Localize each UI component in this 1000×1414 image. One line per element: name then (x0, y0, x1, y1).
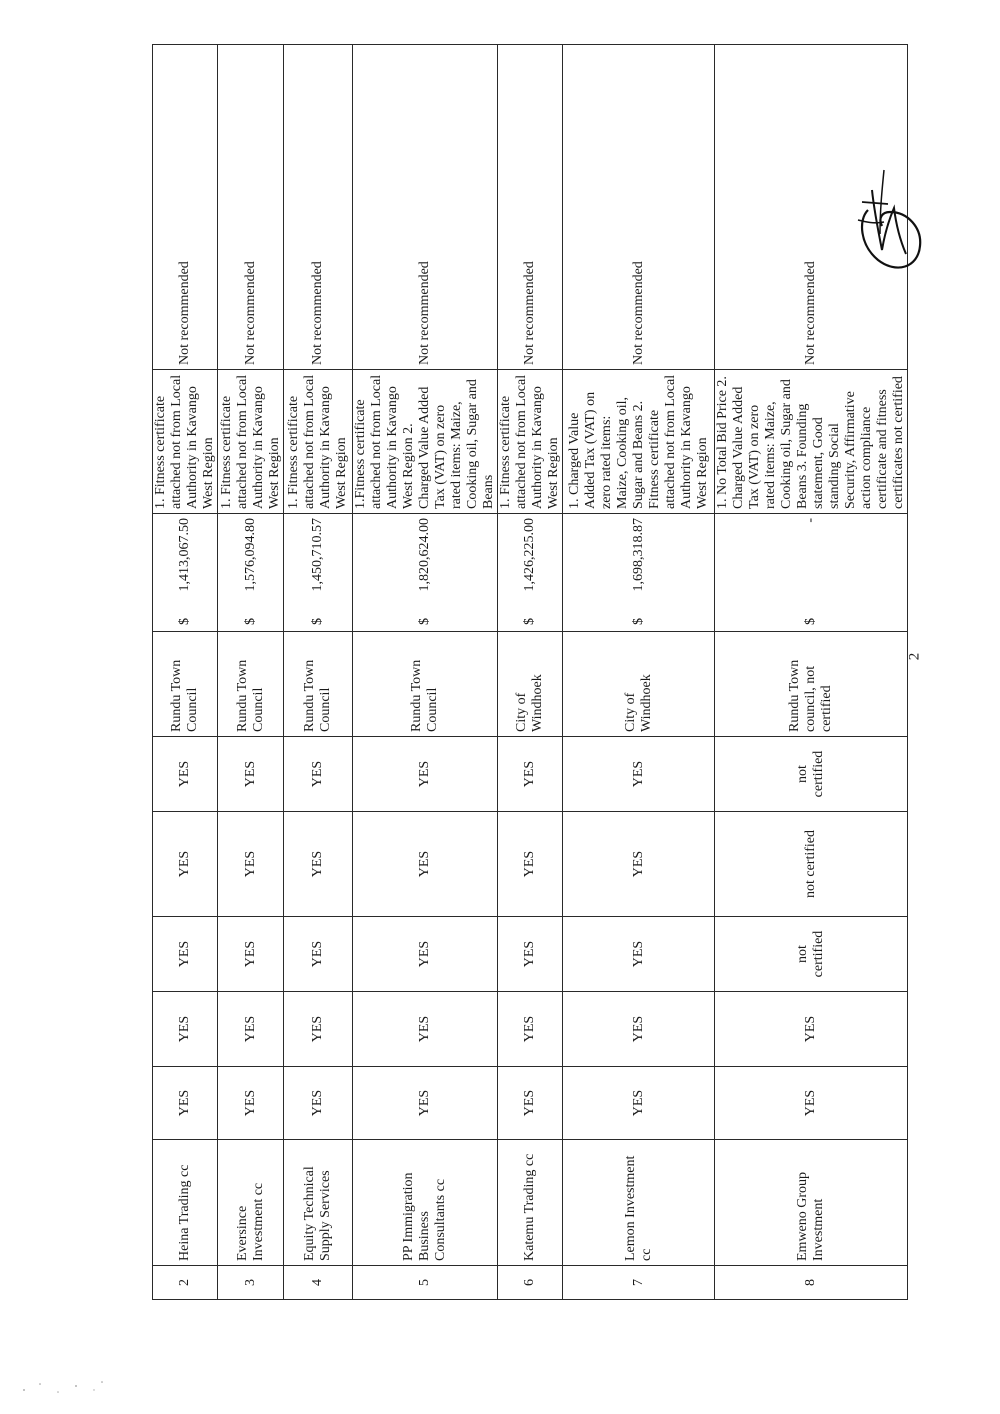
disqualification-reasons: 1. Charged Value Added Tax (VAT) on zero rated items: Maize, Cooking oil, Sugar and Beans 2. Fitness certificate attached not from Local Authority in Kavango West Region (563, 370, 715, 514)
fitness-certificate-authority: City of Windhoek (498, 632, 563, 737)
criterion-2-status: YES (284, 992, 353, 1067)
row-number: 5 (353, 1266, 498, 1300)
amount-value: 1,413,067.50 (177, 518, 192, 592)
criterion-5-status: not certified (715, 737, 908, 812)
bidder-name: Heina Trading cc (153, 1140, 218, 1266)
disqualification-reasons: 1. Fitness certificate attached not from Local Authority in Kavango West Region (218, 370, 284, 514)
table-row (563, 45, 715, 1300)
criterion-5-status: YES (353, 737, 498, 812)
fitness-certificate-authority: City of Windhoek (563, 632, 715, 737)
criterion-1-status: YES (284, 1067, 353, 1140)
fitness-certificate-authority: Rundu Town Council (218, 632, 284, 737)
criterion-4-status: YES (498, 812, 563, 917)
criterion-3-status: YES (284, 917, 353, 992)
table-row (498, 45, 563, 1300)
criterion-2-status: YES (218, 992, 284, 1067)
row-number: 2 (153, 1266, 218, 1300)
criterion-3-status: YES (218, 917, 284, 992)
recommendation: Not recommended (498, 45, 563, 370)
bidder-name: Eversince Investment cc (218, 1140, 284, 1266)
currency-symbol: $ (417, 618, 432, 625)
table-row (153, 45, 218, 1300)
page-number: 2 (906, 652, 923, 661)
criterion-4-status: YES (563, 812, 715, 917)
row-number: 6 (498, 1266, 563, 1300)
currency-symbol: $ (803, 618, 818, 625)
amount-value: 1,426,225.00 (522, 518, 537, 592)
scan-speckles (18, 1378, 108, 1398)
criterion-5-status: YES (153, 737, 218, 812)
recommendation: Not recommended (563, 45, 715, 370)
criterion-5-status: YES (218, 737, 284, 812)
bid-amount (284, 514, 353, 632)
criterion-1-status: YES (563, 1067, 715, 1140)
bidder-name: Lemon Investment cc (563, 1140, 715, 1266)
bid-evaluation-table (152, 44, 908, 1300)
criterion-3-status: YES (498, 917, 563, 992)
criterion-1-status: YES (153, 1067, 218, 1140)
fitness-certificate-authority: Rundu Town Council (353, 632, 498, 737)
criterion-4-status: YES (353, 812, 498, 917)
criterion-1-status: YES (498, 1067, 563, 1140)
criterion-1-status: YES (715, 1067, 908, 1140)
recommendation: Not recommended (284, 45, 353, 370)
disqualification-reasons: 1. Fitness certificate attached not from Local Authority in Kavango West Region (284, 370, 353, 514)
bid-amount (218, 514, 284, 632)
criterion-3-status: not certified (715, 917, 908, 992)
bid-amount (498, 514, 563, 632)
row-number: 4 (284, 1266, 353, 1300)
currency-symbol: $ (630, 618, 646, 625)
criterion-2-status: YES (563, 992, 715, 1067)
table-row (218, 45, 284, 1300)
bidder-name: Katemu Trading cc (498, 1140, 563, 1266)
currency-symbol: $ (177, 618, 192, 625)
disqualification-reasons: 1. Fitness certificate attached not from Local Authority in Kavango West Region (153, 370, 218, 514)
amount-value: 1,820,624.00 (417, 518, 432, 592)
bidder-name: Equity Technical Supply Services (284, 1140, 353, 1266)
criterion-4-status: YES (218, 812, 284, 917)
row-number: 3 (218, 1266, 284, 1300)
row-number: 8 (715, 1266, 908, 1300)
table-row (284, 45, 353, 1300)
amount-value: 1,450,710.57 (310, 518, 325, 592)
recommendation: Not recommended (153, 45, 218, 370)
bid-amount (563, 514, 715, 632)
table-row (353, 45, 498, 1300)
bid-amount (715, 514, 908, 632)
disqualification-reasons: 1. No Total Bid Price 2. Charged Value Added Tax (VAT) on zero rated items: Maize, Cooking oil, Sugar and Beans 3. Founding statement, Good standing Social Security, Affirmative action compliance certificate and fitness certificates not certified (715, 370, 908, 514)
criterion-5-status: YES (563, 737, 715, 812)
bidder-name: PP Immigration Business Consultants cc (353, 1140, 498, 1266)
amount-value: 1,698,318.87 (630, 518, 646, 592)
criterion-3-status: YES (353, 917, 498, 992)
criterion-4-status: not certified (715, 812, 908, 917)
fitness-certificate-authority: Rundu Town Council (284, 632, 353, 737)
criterion-3-status: YES (153, 917, 218, 992)
criterion-1-status: YES (353, 1067, 498, 1140)
criterion-2-status: YES (153, 992, 218, 1067)
criterion-5-status: YES (284, 737, 353, 812)
amount-value: 1,576,094.80 (242, 518, 258, 592)
row-number: 7 (563, 1266, 715, 1300)
criterion-4-status: YES (153, 812, 218, 917)
criterion-2-status: YES (715, 992, 908, 1067)
recommendation: Not recommended (715, 45, 908, 370)
criterion-5-status: YES (498, 737, 563, 812)
amount-value: - (803, 518, 818, 523)
criterion-1-status: YES (218, 1067, 284, 1140)
criterion-2-status: YES (353, 992, 498, 1067)
recommendation: Not recommended (353, 45, 498, 370)
currency-symbol: $ (522, 618, 537, 625)
currency-symbol: $ (310, 618, 325, 625)
disqualification-reasons: 1.Fitness certificate attached not from Local Authority in Kavango West Region 2. Charged Value Added Tax (VAT) on zero rated items: Maize, Cooking oil, Sugar and Beans (353, 370, 498, 514)
criterion-2-status: YES (498, 992, 563, 1067)
handwritten-signature (838, 150, 938, 290)
criterion-4-status: YES (284, 812, 353, 917)
rotated-table-frame (152, 45, 906, 1300)
criterion-3-status: YES (563, 917, 715, 992)
disqualification-reasons: 1. Fitness certificate attached not from Local Authority in Kavango West Region (498, 370, 563, 514)
fitness-certificate-authority: Rundu Town council, not certified (715, 632, 908, 737)
bid-amount (153, 514, 218, 632)
recommendation: Not recommended (218, 45, 284, 370)
bidder-name: Emweno Group Investment (715, 1140, 908, 1266)
bid-amount (353, 514, 498, 632)
fitness-certificate-authority: Rundu Town Council (153, 632, 218, 737)
currency-symbol: $ (242, 618, 258, 625)
